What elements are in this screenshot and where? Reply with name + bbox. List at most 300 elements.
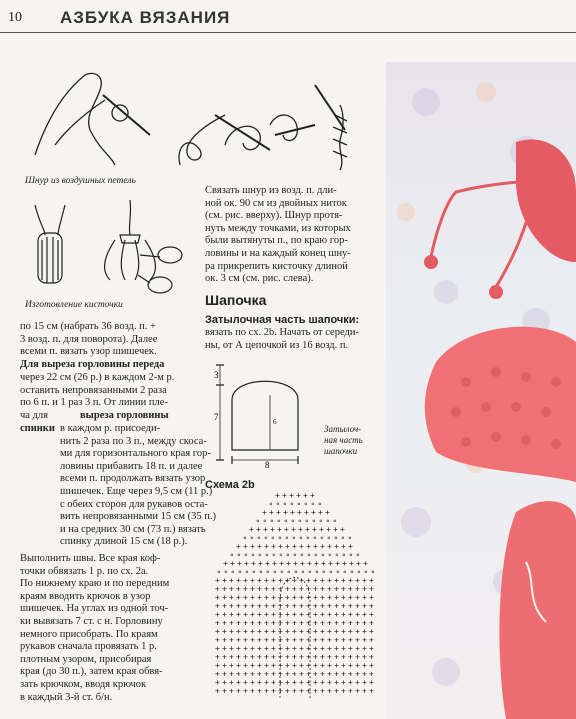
chart-stitch-symbol: + (356, 559, 361, 568)
chart-stitch-symbol: ∘ (286, 567, 292, 577)
chart-stitch-symbol: + (306, 542, 311, 551)
chart-stitch-symbol: + (313, 576, 318, 585)
chart-stitch-symbol: + (264, 601, 269, 611)
chart-stitch-symbol: + (278, 661, 283, 670)
chart-stitch-symbol: + (320, 635, 325, 645)
chart-stitch-symbol: + (341, 686, 346, 696)
chart-stitch-symbol: + (222, 686, 227, 696)
chart-stitch-symbol: + (264, 644, 269, 653)
chart-stitch-symbol: ∘ (349, 567, 355, 577)
chart-stitch-symbol: + (264, 686, 269, 696)
chart-stitch-symbol: + (230, 559, 235, 568)
chart-stitch-symbol: + (306, 618, 311, 628)
chart-stitch-symbol: + (327, 542, 332, 551)
chart-stitch-symbol: + (341, 661, 346, 670)
chart-stitch-symbol: + (320, 644, 325, 653)
chart-stitch-symbol: + (306, 661, 311, 670)
chart-stitch-symbol: + (299, 542, 304, 551)
chart-stitch-symbol: ∘ (255, 516, 261, 526)
stitch-chart-scheme-2b (205, 490, 385, 705)
chart-stitch-symbol: ∘ (223, 567, 229, 577)
chart-stitch-symbol: + (292, 644, 297, 653)
chart-stitch-symbol: + (355, 652, 360, 662)
chart-stitch-symbol: + (348, 584, 353, 594)
chart-stitch-symbol: ∘ (332, 516, 338, 526)
chart-stitch-symbol: + (335, 559, 340, 568)
chart-stitch-symbol: ∘ (243, 550, 249, 560)
chart-stitch-symbol: + (362, 669, 367, 679)
chart-stitch-symbol: + (334, 644, 339, 653)
chart-stitch-symbol: + (362, 593, 367, 602)
chart-stitch-symbol: + (292, 686, 297, 696)
chart-stitch-symbol: + (285, 635, 290, 645)
chart-stitch-symbol: + (299, 584, 304, 594)
chart-stitch-symbol: ∘ (285, 550, 291, 560)
chart-stitch-symbol: + (363, 559, 368, 568)
chart-stitch-symbol: + (318, 508, 323, 517)
chart-stitch-symbol: + (271, 542, 276, 551)
chart-stitch-symbol: + (270, 525, 275, 534)
tassel-caption: Изготовление кисточки (25, 300, 123, 310)
chart-stitch-symbol: + (319, 525, 324, 534)
chart-stitch-symbol: ∘ (347, 533, 353, 543)
chart-stitch-symbol: + (250, 644, 255, 653)
chart-stitch-symbol: + (243, 542, 248, 551)
chart-stitch-symbol: + (348, 661, 353, 670)
chart-stitch-symbol: + (236, 610, 241, 619)
chart-stitch-symbol: ∘ (327, 550, 333, 560)
chart-stitch-symbol: + (285, 593, 290, 602)
chart-stitch-symbol: + (355, 610, 360, 619)
left-paragraph-2: через 22 см (26 р.) в каждом 2-м р. оставить непровязанными 2 раза по 6 п. и 1 раз 3 п. От линии пле- ча для (20, 372, 175, 421)
chart-stitch-symbol: ∘ (296, 499, 302, 509)
chart-stitch-symbol: + (278, 669, 283, 679)
chart-stitch-symbol: + (334, 593, 339, 602)
chart-stitch-symbol: + (292, 618, 297, 628)
chart-stitch-symbol: + (369, 627, 374, 636)
chart-stitch-symbol: + (271, 669, 276, 679)
chart-stitch-symbol: + (257, 627, 262, 636)
chart-stitch-symbol: + (264, 635, 269, 645)
chart-stitch-symbol: + (362, 627, 367, 636)
chart-stitch-symbol: + (334, 576, 339, 585)
chart-stitch-symbol: + (313, 678, 318, 687)
chart-stitch-symbol: + (263, 525, 268, 534)
chart-stitch-symbol: ∘ (268, 499, 274, 509)
chart-stitch-symbol: + (229, 610, 234, 619)
chart-stitch-symbol: + (313, 669, 318, 679)
chart-stitch-symbol: + (303, 491, 308, 500)
chart-stitch-symbol: + (236, 584, 241, 594)
chart-stitch-symbol: + (292, 584, 297, 594)
chart-stitch-symbol: + (285, 627, 290, 636)
chart-stitch-symbol: + (341, 627, 346, 636)
chart-stitch-symbol: ∘ (272, 567, 278, 577)
chart-stitch-symbol: + (222, 618, 227, 628)
chart-stitch-symbol: + (362, 601, 367, 611)
chart-stitch-symbol: + (243, 627, 248, 636)
chart-stitch-symbol: ∘ (237, 567, 243, 577)
chart-stitch-symbol: + (222, 652, 227, 662)
chart-stitch-symbol: + (229, 576, 234, 585)
chart-stitch-symbol: + (299, 686, 304, 696)
chart-stitch-symbol: + (340, 525, 345, 534)
chart-stitch-symbol: + (362, 576, 367, 585)
chart-stitch-symbol: + (215, 610, 220, 619)
chart-stitch-symbol: ∘ (264, 550, 270, 560)
chart-stitch-symbol: + (348, 601, 353, 611)
chart-stitch-symbol: + (326, 525, 331, 534)
back-part-caption: Затылоч- ная часть шапочки (324, 424, 363, 456)
chart-stitch-symbol: + (285, 686, 290, 696)
chart-stitch-symbol: + (278, 635, 283, 645)
chart-stitch-symbol: + (334, 584, 339, 594)
chart-stitch-symbol: ∘ (229, 550, 235, 560)
chart-stitch-symbol: + (362, 652, 367, 662)
chart-stitch-symbol: + (229, 678, 234, 687)
chart-stitch-symbol: + (341, 610, 346, 619)
chart-stitch-symbol: + (264, 576, 269, 585)
chart-stitch-symbol: + (215, 652, 220, 662)
chart-stitch-symbol: + (243, 661, 248, 670)
chart-stitch-symbol: + (348, 610, 353, 619)
chart-stitch-symbol: + (306, 686, 311, 696)
chart-stitch-symbol: + (236, 652, 241, 662)
chart-stitch-symbol: + (278, 542, 283, 551)
chart-stitch-symbol: ∘ (297, 516, 303, 526)
chart-stitch-symbol: ∘ (355, 550, 361, 560)
chart-stitch-symbol: + (215, 661, 220, 670)
chart-stitch-symbol: ∘ (319, 533, 325, 543)
chart-stitch-symbol: + (257, 576, 262, 585)
chart-stitch-symbol: + (262, 508, 267, 517)
chart-stitch-symbol: ∘ (293, 567, 299, 577)
chart-stitch-symbol: + (278, 652, 283, 662)
chart-stitch-symbol: + (341, 542, 346, 551)
chart-stitch-symbol: + (222, 661, 227, 670)
chart-stitch-symbol: + (355, 576, 360, 585)
chart-stitch-symbol: + (215, 627, 220, 636)
chart-stitch-symbol: + (229, 601, 234, 611)
chart-stitch-symbol: + (249, 525, 254, 534)
chart-stitch-symbol: + (250, 593, 255, 602)
chart-stitch-symbol: ∘ (303, 499, 309, 509)
chart-stitch-symbol: + (300, 559, 305, 568)
chart-stitch-symbol: + (229, 627, 234, 636)
chart-stitch-symbol: + (250, 584, 255, 594)
chart-stitch-symbol: + (313, 661, 318, 670)
chart-stitch-symbol: + (264, 652, 269, 662)
back-part-heading: Затылочная часть шапочки: (205, 314, 360, 326)
chart-stitch-symbol: + (265, 559, 270, 568)
chart-stitch-symbol: + (306, 601, 311, 611)
chart-stitch-symbol: + (243, 686, 248, 696)
dim-side: 7 (214, 412, 219, 422)
chart-stitch-symbol: + (283, 508, 288, 517)
chart-stitch-symbol: + (257, 686, 262, 696)
chart-stitch-symbol: + (299, 652, 304, 662)
chart-stitch-symbol: ∘ (216, 567, 222, 577)
chart-stitch-symbol: + (278, 576, 283, 585)
chart-stitch-symbol: + (250, 635, 255, 645)
tassel-illustration (20, 195, 190, 300)
chart-stitch-symbol: + (223, 559, 228, 568)
chart-stitch-symbol: + (334, 542, 339, 551)
chart-stitch-symbol: + (290, 508, 295, 517)
chart-stitch-symbol: ∘ (258, 567, 264, 577)
chart-stitch-symbol: + (299, 669, 304, 679)
chart-stitch-symbol: + (278, 618, 283, 628)
chart-stitch-symbol: + (236, 678, 241, 687)
chart-stitch-symbol: + (313, 584, 318, 594)
chart-stitch-symbol: ∘ (326, 533, 332, 543)
chart-stitch-symbol: + (299, 635, 304, 645)
chart-stitch-symbol: + (341, 618, 346, 628)
chart-stitch-symbol: + (285, 584, 290, 594)
chart-stitch-symbol: + (299, 678, 304, 687)
chart-stitch-symbol: ∘ (236, 550, 242, 560)
chart-stitch-symbol: + (312, 525, 317, 534)
chart-stitch-symbol: + (333, 525, 338, 534)
chart-stitch-symbol: + (222, 610, 227, 619)
chart-stitch-symbol: + (311, 508, 316, 517)
chart-stitch-symbol: + (327, 669, 332, 679)
chart-stitch-symbol: + (334, 618, 339, 628)
chart-stitch-symbol: + (279, 559, 284, 568)
chart-stitch-symbol: + (229, 593, 234, 602)
chart-stitch-symbol: + (236, 576, 241, 585)
chart-stitch-symbol: ∘ (356, 567, 362, 577)
chart-stitch-symbol: + (285, 610, 290, 619)
chain-stitch-illustration (15, 55, 370, 175)
chart-stitch-symbol: + (278, 593, 283, 602)
chart-stitch-symbol: + (355, 593, 360, 602)
product-photo (386, 62, 576, 719)
chart-stitch-symbol: + (264, 542, 269, 551)
chart-stitch-symbol: + (236, 593, 241, 602)
chart-stitch-symbol: + (222, 678, 227, 687)
chart-stitch-symbol: + (271, 644, 276, 653)
chart-stitch-symbol: + (222, 644, 227, 653)
chart-stitch-symbol: + (369, 652, 374, 662)
chart-stitch-symbol: + (348, 576, 353, 585)
chart-stitch-symbol: ∘ (318, 516, 324, 526)
chart-stitch-symbol: + (229, 584, 234, 594)
chart-stitch-symbol: + (320, 610, 325, 619)
chart-stitch-symbol: + (320, 576, 325, 585)
chart-stitch-symbol: + (334, 627, 339, 636)
chart-stitch-symbol: + (271, 686, 276, 696)
chart-stitch-symbol: + (355, 627, 360, 636)
chart-stitch-symbol: + (229, 618, 234, 628)
chart-stitch-symbol: + (215, 593, 220, 602)
chart-stitch-symbol: ∘ (251, 567, 257, 577)
chart-stitch-symbol: + (272, 559, 277, 568)
chart-stitch-symbol: + (278, 601, 283, 611)
chart-stitch-symbol: + (215, 678, 220, 687)
chart-stitch-symbol: + (313, 635, 318, 645)
chart-stitch-symbol: + (292, 652, 297, 662)
chart-stitch-symbol: + (306, 627, 311, 636)
chart-stitch-symbol: + (327, 576, 332, 585)
chain-caption: Шнур из воздушных петель (25, 176, 136, 186)
dim-center: 6 (273, 418, 277, 426)
chart-stitch-symbol: + (215, 584, 220, 594)
chart-stitch-symbol: + (278, 686, 283, 696)
chart-stitch-symbol: + (334, 635, 339, 645)
chart-stitch-symbol: ∘ (341, 550, 347, 560)
chart-stitch-symbol: + (285, 652, 290, 662)
chart-stitch-symbol: ∘ (298, 533, 304, 543)
chart-stitch-symbol: + (320, 627, 325, 636)
chart-stitch-symbol: + (222, 669, 227, 679)
chart-stitch-symbol: + (306, 644, 311, 653)
chart-stitch-symbol: + (257, 610, 262, 619)
chart-stitch-symbol: + (334, 686, 339, 696)
chart-stitch-symbol: ∘ (283, 516, 289, 526)
chart-stitch-symbol: + (222, 635, 227, 645)
chart-stitch-symbol: + (271, 584, 276, 594)
chart-stitch-symbol: + (327, 584, 332, 594)
chart-stitch-symbol: + (250, 610, 255, 619)
chart-stitch-symbol: + (286, 559, 291, 568)
chart-stitch-symbol: + (320, 601, 325, 611)
chart-stitch-symbol: + (243, 610, 248, 619)
chart-stitch-symbol: + (362, 644, 367, 653)
chart-stitch-symbol: + (229, 661, 234, 670)
chart-stitch-symbol: + (348, 593, 353, 602)
chart-stitch-symbol: + (292, 635, 297, 645)
chart-stitch-symbol: + (369, 669, 374, 679)
chart-stitch-symbol: + (369, 618, 374, 628)
chart-stitch-symbol: ∘ (279, 567, 285, 577)
chart-stitch-symbol: + (264, 678, 269, 687)
chart-stitch-symbol: + (236, 644, 241, 653)
neck-back-heading: выреза горловины (80, 410, 169, 421)
chart-stitch-symbol: ∘ (335, 567, 341, 577)
chart-stitch-symbol: + (313, 627, 318, 636)
chart-stitch-symbol: + (306, 593, 311, 602)
chart-stitch-symbol: + (250, 678, 255, 687)
chart-stitch-symbol: + (313, 542, 318, 551)
chart-stitch-symbol: ∘ (265, 567, 271, 577)
chart-stitch-symbol: ∘ (291, 533, 297, 543)
chart-stitch-symbol: + (362, 584, 367, 594)
chart-stitch-symbol: + (250, 661, 255, 670)
chart-stitch-symbol: ∘ (334, 550, 340, 560)
chart-stitch-symbol: + (362, 618, 367, 628)
chart-stitch-symbol: + (369, 576, 374, 585)
chart-stitch-symbol: + (278, 644, 283, 653)
chart-stitch-symbol: + (355, 686, 360, 696)
chart-stitch-symbol: ∘ (300, 567, 306, 577)
chart-stitch-symbol: + (362, 635, 367, 645)
chart-stitch-symbol: + (327, 678, 332, 687)
chart-stitch-symbol: + (271, 610, 276, 619)
chart-stitch-symbol: + (369, 686, 374, 696)
chart-stitch-symbol: ∘ (314, 567, 320, 577)
chart-stitch-symbol: + (362, 661, 367, 670)
chart-stitch-symbol: + (222, 576, 227, 585)
chart-stitch-symbol: + (229, 652, 234, 662)
neck-front-heading: Для выреза горловины переда (20, 359, 165, 370)
chart-stitch-symbol: + (341, 644, 346, 653)
chart-stitch-symbol: + (320, 542, 325, 551)
chart-stitch-symbol: + (229, 669, 234, 679)
chart-stitch-symbol: ∘ (312, 533, 318, 543)
chart-stitch-symbol: + (327, 686, 332, 696)
chart-stitch-symbol: + (313, 601, 318, 611)
chart-stitch-symbol: + (243, 678, 248, 687)
chart-stitch-symbol: + (236, 601, 241, 611)
chart-stitch-symbol: + (327, 627, 332, 636)
chart-stitch-symbol: + (257, 593, 262, 602)
chart-stitch-symbol: + (348, 635, 353, 645)
chart-stitch-symbol: + (257, 652, 262, 662)
chart-stitch-symbol: + (341, 601, 346, 611)
chart-stitch-symbol: + (369, 584, 374, 594)
chart-stitch-symbol: ∘ (257, 550, 263, 560)
chart-stitch-symbol: + (215, 644, 220, 653)
chart-stitch-symbol: + (321, 559, 326, 568)
chart-stitch-symbol: + (215, 635, 220, 645)
chart-stitch-symbol: + (271, 618, 276, 628)
chart-stitch-symbol: + (327, 610, 332, 619)
chart-stitch-symbol: + (327, 601, 332, 611)
chart-stitch-symbol: + (307, 559, 312, 568)
chart-stitch-symbol: ∘ (348, 550, 354, 560)
chart-stitch-symbol: + (285, 678, 290, 687)
chart-stitch-symbol: + (296, 491, 301, 500)
chart-stitch-symbol: + (320, 669, 325, 679)
left-paragraph-4: Выполнить швы. Все края коф- точки обвязать 1 р. по сх. 2а. По нижнему краю и по передним краям вводить крючок в узор шишечек. На углах из одной точ- ки вывязать 7 ст. с н. Горловину немного присобрать. По краям рукавов сначала провязать 1 р. плотным узором, присобирая края (до 30 п.), затем края обвя- зать крючком, вводя крючок в каждый 3-й ст. б/н. (20, 553, 170, 703)
chart-stitch-symbol: + (320, 661, 325, 670)
chart-stitch-symbol: + (236, 661, 241, 670)
chart-stitch-symbol: + (289, 491, 294, 500)
chart-stitch-symbol: + (229, 686, 234, 696)
chart-stitch-symbol: + (243, 652, 248, 662)
chart-stitch-symbol: + (334, 678, 339, 687)
chart-stitch-symbol: + (250, 686, 255, 696)
chart-stitch-symbol: + (275, 491, 280, 500)
chart-stitch-symbol: + (327, 661, 332, 670)
knitted-items-photo-art (386, 62, 576, 719)
chart-stitch-symbol: + (355, 584, 360, 594)
chart-stitch-symbol: + (257, 635, 262, 645)
chart-stitch-symbol: + (244, 559, 249, 568)
chart-stitch-symbol: + (369, 635, 374, 645)
chart-stitch-symbol: + (369, 678, 374, 687)
chart-stitch-symbol: + (257, 618, 262, 628)
chart-stitch-symbol: ∘ (282, 499, 288, 509)
chart-stitch-symbol: + (320, 593, 325, 602)
chart-stitch-symbol: + (243, 593, 248, 602)
chart-stitch-symbol: + (355, 644, 360, 653)
chart-stitch-symbol: ∘ (313, 550, 319, 560)
chart-stitch-symbol: + (229, 635, 234, 645)
chart-stitch-symbol: ∘ (306, 550, 312, 560)
chart-stitch-symbol: ∘ (310, 499, 316, 509)
chart-stitch-symbol: + (355, 601, 360, 611)
chart-stitch-symbol: ∘ (275, 499, 281, 509)
dim-top: 3 (214, 370, 219, 380)
chart-stitch-symbol: + (264, 618, 269, 628)
chart-stitch-symbol: ∘ (325, 516, 331, 526)
chart-stitch-symbol: + (236, 618, 241, 628)
chart-stitch-symbol: + (284, 525, 289, 534)
chart-stitch-symbol: ∘ (290, 516, 296, 526)
chart-stitch-symbol: + (341, 584, 346, 594)
